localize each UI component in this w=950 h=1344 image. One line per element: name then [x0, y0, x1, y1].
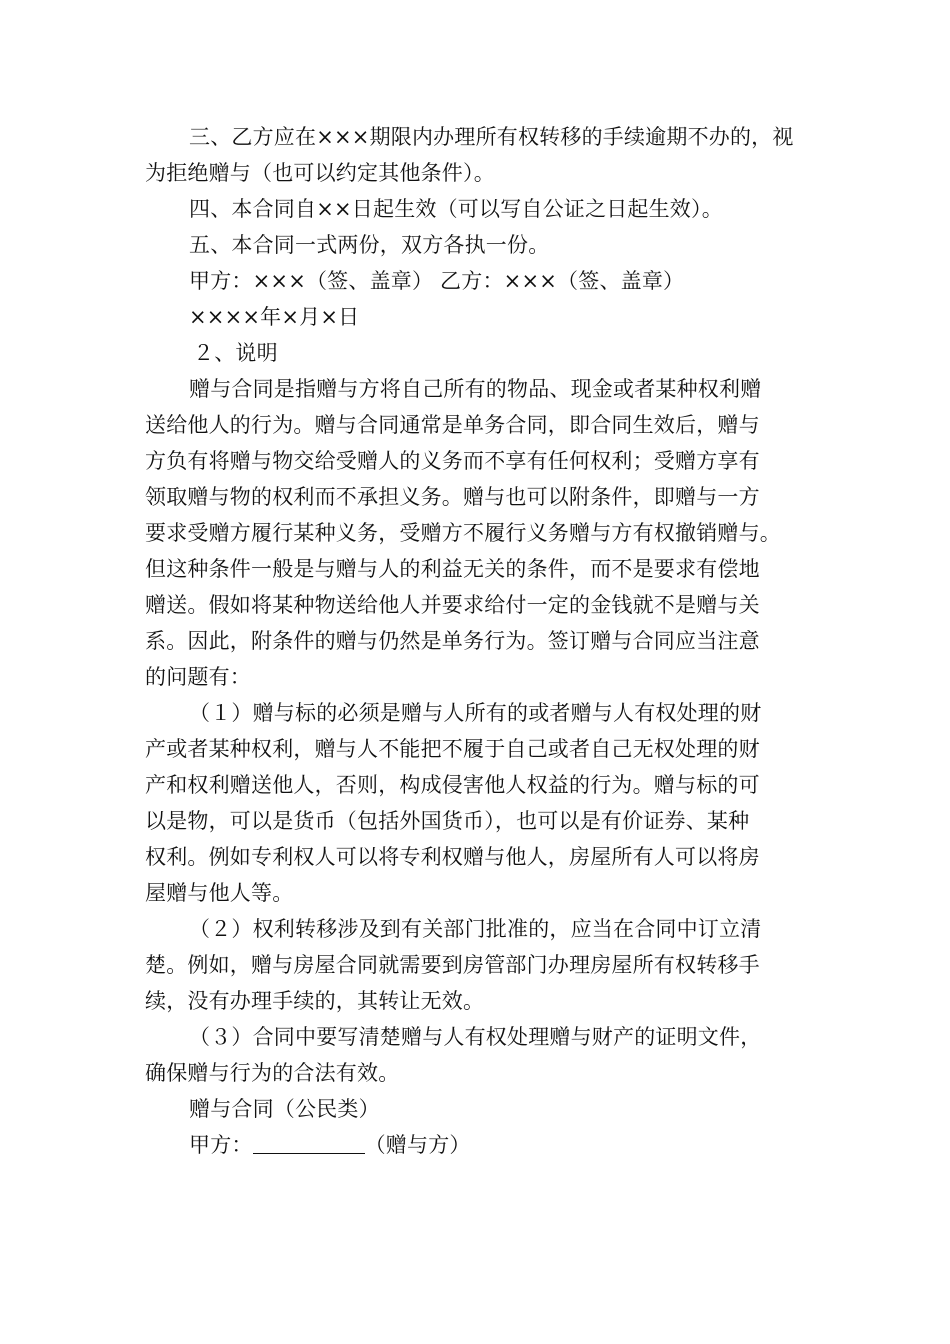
document-line: 赠送。假如将某种物送给他人并要求给付一定的金钱就不是赠与关 [145, 593, 760, 617]
document-line: 方负有将赠与物交给受赠人的义务而不享有任何权利；受赠方享有 [145, 449, 760, 473]
document-line: 三、乙方应在×××期限内办理所有权转移的手续逾期不办的，视 [189, 125, 794, 149]
party-a-role: （赠与方） [364, 1133, 471, 1157]
party-a-label: 甲方： [189, 1133, 253, 1157]
document-line: 系。因此，附条件的赠与仍然是单务行为。签订赠与合同应当注意 [145, 629, 760, 653]
document-line: 权利。例如专利权人可以将专利权赠与他人，房屋所有人可以将房 [145, 845, 760, 869]
document-line: ××××年×月×日 [189, 305, 360, 329]
party-a-blank-field [253, 1132, 365, 1154]
document-body [145, 119, 825, 1163]
document-line: （２）权利转移涉及到有关部门批准的，应当在合同中订立清 [189, 917, 762, 941]
document-line: 但这种条件一般是与赠与人的利益无关的条件，而不是要求有偿地 [145, 557, 760, 581]
document-line: 甲方：×××（签、盖章） 乙方：×××（签、盖章） [189, 269, 685, 293]
document-line: 续，没有办理手续的，其转让无效。 [145, 989, 485, 1013]
document-line: 领取赠与物的权利而不承担义务。赠与也可以附条件，即赠与一方 [145, 485, 760, 509]
document-line: 赠与合同（公民类） [189, 1097, 380, 1121]
document-line: ２、说明 [193, 341, 278, 365]
document-line: 楚。例如，赠与房屋合同就需要到房管部门办理房屋所有权转移手 [145, 953, 760, 977]
document-line: 五、本合同一式两份，双方各执一份。 [189, 233, 550, 257]
document-line: （３）合同中要写清楚赠与人有权处理赠与财产的证明文件， [189, 1025, 762, 1049]
party-a-line [145, 1127, 825, 1163]
document-line: （１）赠与标的必须是赠与人所有的或者赠与人有权处理的财 [189, 701, 762, 725]
document-line: 送给他人的行为。赠与合同通常是单务合同，即合同生效后，赠与 [145, 413, 760, 437]
document-line: 产和权利赠送他人，否则，构成侵害他人权益的行为。赠与标的可 [145, 773, 760, 797]
document-line: 产或者某种权利，赠与人不能把不履于自己或者自己无权处理的财 [145, 737, 760, 761]
document-line: 屋赠与他人等。 [145, 881, 294, 905]
document-line: 的问题有： [145, 665, 251, 689]
document-line: 确保赠与行为的合法有效。 [145, 1061, 400, 1085]
document-line: 赠与合同是指赠与方将自己所有的物品、现金或者某种权利赠 [189, 377, 762, 401]
document-line: 以是物，可以是货币（包括外国货币），也可以是有价证券、某种 [145, 809, 750, 833]
document-line: 为拒绝赠与（也可以约定其他条件）。 [145, 161, 495, 185]
document-line: 四、本合同自××日起生效（可以写自公证之日起生效）。 [189, 197, 723, 221]
document-line: 要求受赠方履行某种义务，受赠方不履行义务赠与方有权撤销赠与。 [145, 521, 781, 545]
